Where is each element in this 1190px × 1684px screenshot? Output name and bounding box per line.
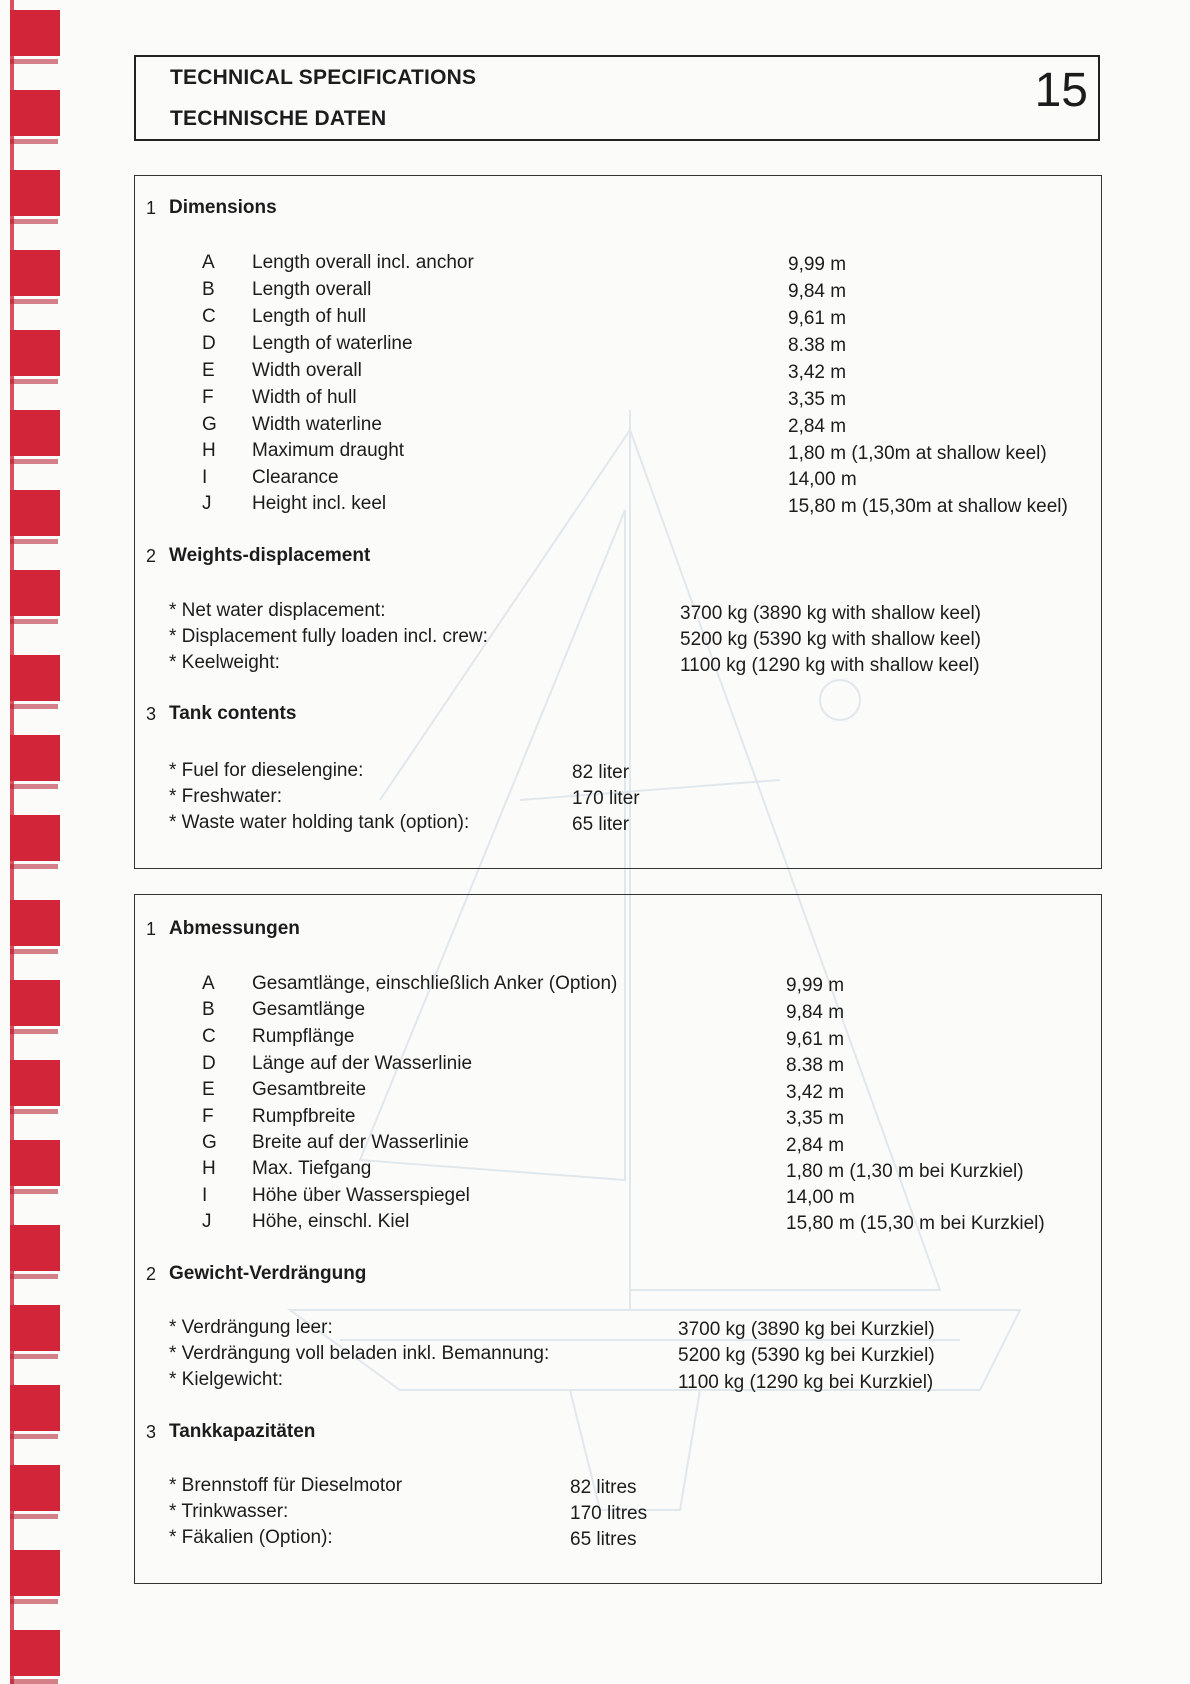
row-label: Length overall incl. anchor — [252, 252, 474, 273]
binding-tab — [10, 1630, 60, 1676]
binding-tab — [10, 10, 60, 56]
row-letter: I — [202, 467, 208, 488]
row-letter: I — [202, 1185, 208, 1206]
binding-tab — [10, 1140, 60, 1186]
row-value: 3,35 m — [786, 1108, 845, 1129]
row-letter: D — [202, 1053, 216, 1074]
row-value: 2,84 m — [786, 1135, 845, 1156]
row-value: 9,61 m — [786, 1029, 845, 1050]
tank-label: * Brennstoff für Dieselmotor — [169, 1475, 403, 1496]
row-letter: A — [202, 252, 215, 273]
weight-label: * Verdrängung voll beladen inkl. Bemannung: — [169, 1343, 550, 1364]
row-label: Width of hull — [252, 387, 357, 408]
row-value: 8.38 m — [788, 335, 847, 356]
header-title-english: TECHNICAL SPECIFICATIONS — [170, 66, 477, 89]
row-letter: J — [202, 493, 212, 514]
binding-tab — [10, 1305, 60, 1351]
section-title-tanks: Tank contents — [169, 703, 297, 724]
tank-value: 65 litres — [570, 1529, 637, 1550]
row-letter: H — [202, 440, 216, 461]
binding-tab — [10, 655, 60, 701]
binding-tab — [10, 490, 60, 536]
section-number: 1 — [146, 919, 157, 939]
spiral-binding — [0, 0, 70, 1684]
row-letter: G — [202, 414, 217, 435]
binding-tab — [10, 1465, 60, 1511]
row-letter: D — [202, 333, 216, 354]
binding-tab — [10, 1060, 60, 1106]
section-title-weights: Weights-displacement — [169, 545, 371, 566]
row-label: Max. Tiefgang — [252, 1158, 372, 1179]
header-title-german: TECHNISCHE DATEN — [170, 107, 387, 130]
row-label: Höhe über Wasserspiegel — [252, 1185, 470, 1206]
tank-value: 82 liter — [572, 762, 630, 783]
binding-tab — [10, 570, 60, 616]
row-label: Width waterline — [252, 414, 382, 435]
row-label: Length of hull — [252, 306, 367, 327]
row-value: 9,99 m — [786, 975, 845, 996]
row-label: Höhe, einschl. Kiel — [252, 1211, 410, 1232]
row-label: Gesamtlänge, einschließlich Anker (Option) — [252, 973, 618, 994]
row-letter: E — [202, 360, 215, 381]
section-title-tank: Tankkapazitäten — [169, 1421, 316, 1442]
row-label: Gesamtlänge — [252, 999, 366, 1020]
row-label: Maximum draught — [252, 440, 405, 461]
row-label: Width overall — [252, 360, 362, 381]
row-letter: C — [202, 1026, 216, 1047]
row-value: 2,84 m — [788, 416, 847, 437]
tank-value: 170 liter — [572, 788, 640, 809]
weight-label: * Displacement fully loaden incl. crew: — [169, 626, 488, 647]
tank-value: 65 liter — [572, 814, 630, 835]
row-label: Gesamtbreite — [252, 1079, 367, 1100]
tank-value: 170 litres — [570, 1503, 648, 1524]
weight-value: 5200 kg (5390 kg bei Kurzkiel) — [678, 1345, 935, 1366]
tank-label: * Trinkwasser: — [169, 1501, 289, 1522]
tank-label: * Freshwater: — [169, 786, 282, 807]
row-value: 14,00 m — [786, 1187, 855, 1208]
tank-label: * Waste water holding tank (option): — [169, 812, 470, 833]
row-label: Height incl. keel — [252, 493, 387, 514]
row-value: 9,99 m — [788, 254, 847, 275]
section-title-gewicht: Gewicht-Verdrängung — [169, 1263, 367, 1284]
binding-tab — [10, 90, 60, 136]
weight-label: * Net water displacement: — [169, 600, 386, 621]
row-value: 3,35 m — [788, 389, 847, 410]
weight-value: 3700 kg (3890 kg bei Kurzkiel) — [678, 1319, 935, 1340]
binding-tab — [10, 815, 60, 861]
tank-label: * Fuel for dieselengine: — [169, 760, 364, 781]
tank-value: 82 litres — [570, 1477, 637, 1498]
binding-tab — [10, 410, 60, 456]
row-label: Rumpflänge — [252, 1026, 355, 1047]
binding-tab — [10, 900, 60, 946]
row-value: 1,80 m (1,30 m bei Kurzkiel) — [786, 1161, 1024, 1182]
section-number: 2 — [146, 1264, 157, 1284]
section-number: 3 — [146, 1422, 157, 1442]
row-label: Length overall — [252, 279, 372, 300]
weight-value: 1100 kg (1290 kg bei Kurzkiel) — [678, 1372, 934, 1393]
row-letter: H — [202, 1158, 216, 1179]
row-letter: A — [202, 973, 215, 994]
row-label: Länge auf der Wasserlinie — [252, 1053, 473, 1074]
weight-label: * Verdrängung leer: — [169, 1317, 333, 1338]
row-letter: C — [202, 306, 216, 327]
row-value: 9,84 m — [788, 281, 847, 302]
row-letter: E — [202, 1079, 215, 1100]
row-label: Length of waterline — [252, 333, 413, 354]
binding-tab — [10, 250, 60, 296]
row-value: 1,80 m (1,30m at shallow keel) — [788, 443, 1047, 464]
weight-value: 3700 kg (3890 kg with shallow keel) — [680, 603, 982, 624]
weight-value: 5200 kg (5390 kg with shallow keel) — [680, 629, 982, 650]
row-letter: J — [202, 1211, 212, 1232]
page-number: 15 — [1034, 64, 1088, 117]
binding-tab — [10, 330, 60, 376]
page-header — [134, 55, 1100, 141]
row-label: Rumpfbreite — [252, 1106, 356, 1127]
section-number: 2 — [146, 546, 157, 566]
row-value: 15,80 m (15,30m at shallow keel) — [788, 496, 1068, 517]
tank-label: * Fäkalien (Option): — [169, 1527, 333, 1548]
german-specifications-panel — [134, 894, 1102, 1584]
section-title-dimensions: Dimensions — [169, 197, 277, 218]
row-label: Breite auf der Wasserlinie — [252, 1132, 469, 1153]
row-letter: G — [202, 1132, 217, 1153]
row-value: 9,61 m — [788, 308, 847, 329]
binding-tab — [10, 735, 60, 781]
weight-value: 1100 kg (1290 kg with shallow keel) — [680, 655, 980, 676]
row-letter: B — [202, 279, 215, 300]
section-number: 1 — [146, 198, 157, 218]
binding-tab — [10, 1385, 60, 1431]
binding-tab — [10, 980, 60, 1026]
row-value: 8.38 m — [786, 1055, 845, 1076]
row-letter: F — [202, 387, 214, 408]
section-number: 3 — [146, 704, 157, 724]
english-specifications-panel — [134, 175, 1102, 869]
weight-label: * Keelweight: — [169, 652, 280, 673]
row-value: 3,42 m — [786, 1082, 845, 1103]
row-value: 15,80 m (15,30 m bei Kurzkiel) — [786, 1213, 1045, 1234]
row-letter: F — [202, 1106, 214, 1127]
row-value: 14,00 m — [788, 469, 857, 490]
row-value: 9,84 m — [786, 1002, 845, 1023]
binding-tab — [10, 1225, 60, 1271]
row-letter: B — [202, 999, 215, 1020]
weight-label: * Kielgewicht: — [169, 1369, 284, 1390]
binding-tab — [10, 170, 60, 216]
row-value: 3,42 m — [788, 362, 847, 383]
binding-tab — [10, 1550, 60, 1596]
section-title-abmessungen: Abmessungen — [169, 918, 300, 939]
row-label: Clearance — [252, 467, 339, 488]
